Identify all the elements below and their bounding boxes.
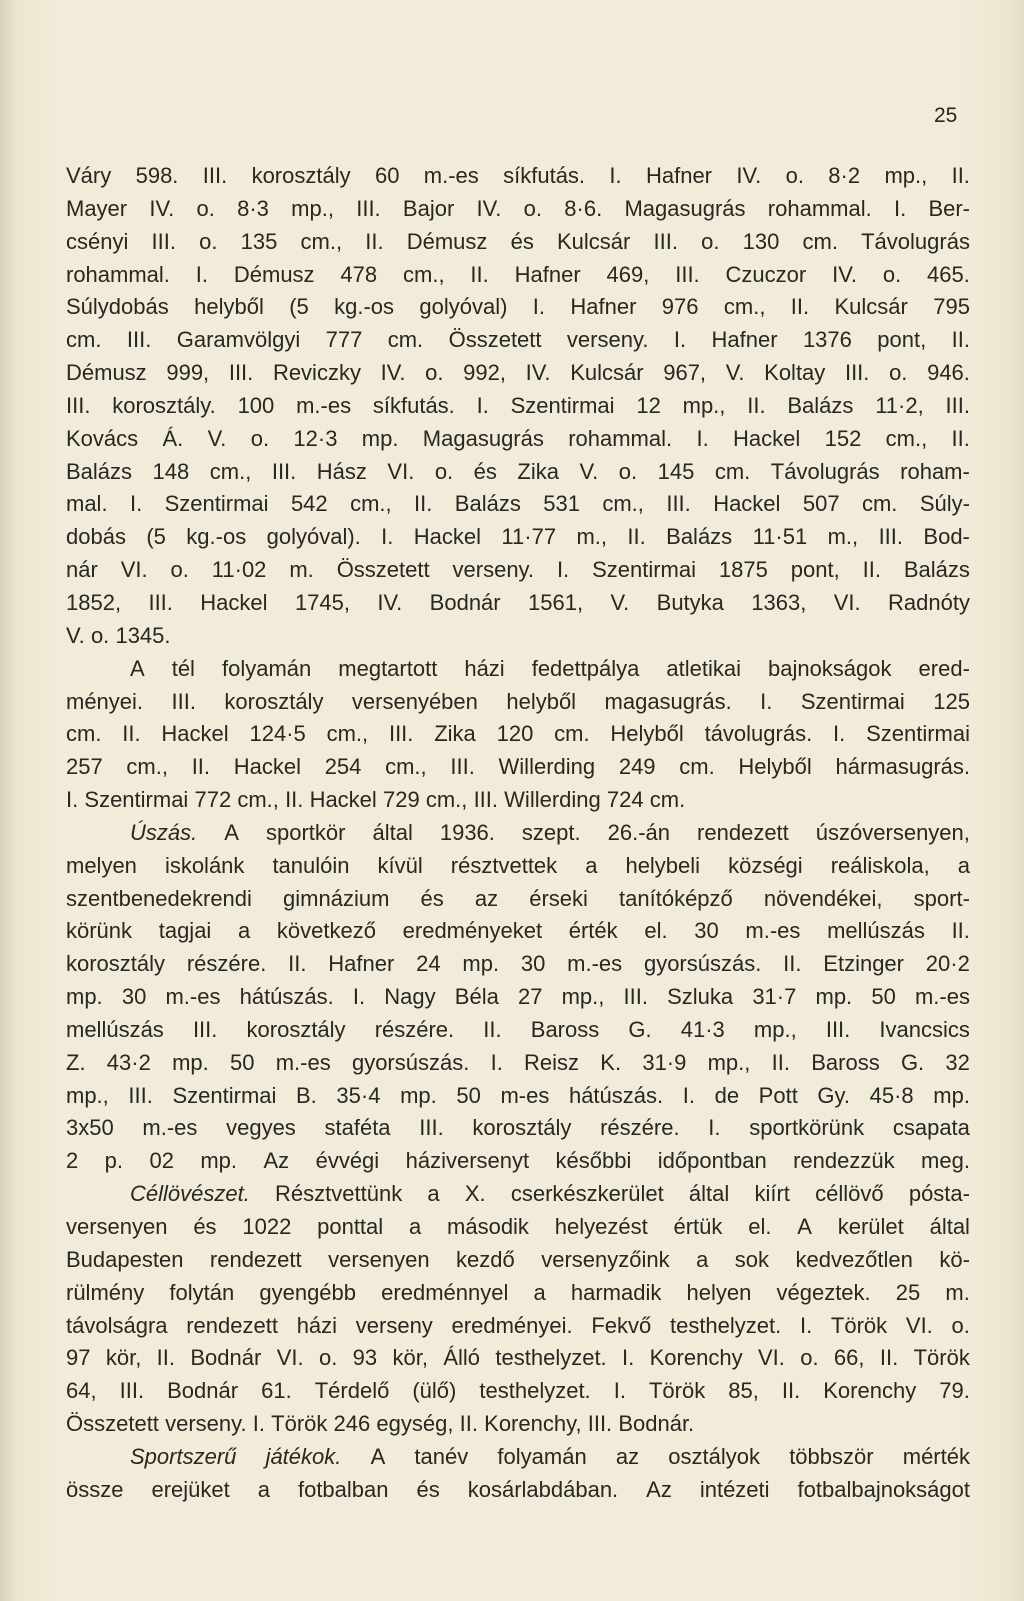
- text-line: Úszás. A sportkör által 1936. szept. 26.-án rendezett úszóversenyen,: [130, 819, 970, 845]
- text-line: mp. 30 m.-es hátúszás. I. Nagy Béla 27 mp., III. Szluka 31·7 mp. 50 m.-es: [66, 984, 970, 1010]
- text-line: 2 p. 02 mp. Az évvégi háziversenyt későbbi időpontban rendezzük meg.: [66, 1148, 970, 1174]
- text-line: Budapesten rendezett versenyen kezdő versenyzőink a sok kedvezőtlen kö-: [66, 1246, 970, 1272]
- text-line: cm. III. Garamvölgyi 777 cm. Összetett verseny. I. Hafner 1376 pont, II.: [66, 327, 970, 353]
- text-line: rohammal. I. Démusz 478 cm., II. Hafner 469, III. Czuczor IV. o. 465.: [66, 261, 970, 287]
- text-line: szentbenedekrendi gimnázium és az érseki tanítóképző növendékei, sport-: [66, 885, 970, 911]
- text-line: Sportszerű játékok. A tanév folyamán az osztályok többször mérték: [130, 1443, 970, 1469]
- text-line: III. korosztály. 100 m.-es síkfutás. I. Szentirmai 12 mp., II. Balázs 11·2, III.: [66, 392, 970, 418]
- text-line: 257 cm., II. Hackel 254 cm., III. Willerding 249 cm. Helyből hármasugrás.: [66, 754, 970, 780]
- text-line: rülmény folytán gyengébb eredménnyel a harmadik helyen végeztek. 25 m.: [66, 1279, 970, 1305]
- text-line: dobás (5 kg.-os golyóval). I. Hackel 11·77 m., II. Balázs 11·51 m., III. Bod-: [66, 524, 970, 550]
- text-line: 64, III. Bodnár 61. Térdelő (ülő) testhelyzet. I. Török 85, II. Korenchy 79.: [66, 1378, 970, 1404]
- text-line: melyen iskolánk tanulóin kívül résztvettek a helybeli községi reáliskola, a: [66, 852, 970, 878]
- text-line: körünk tagjai a következő eredményeket érték el. 30 m.-es mellúszás II.: [66, 918, 970, 944]
- text-line: távolságra rendezett házi verseny eredményei. Fekvő testhelyzet. I. Török VI. o.: [66, 1312, 970, 1338]
- text-line: mal. I. Szentirmai 542 cm., II. Balázs 531 cm., III. Hackel 507 cm. Súly-: [66, 491, 970, 517]
- text-line: Összetett verseny. I. Török 246 egység, II. Korenchy, III. Bodnár.: [66, 1411, 695, 1437]
- text-line: Kovács Á. V. o. 12·3 mp. Magasugrás rohammal. I. Hackel 152 cm., II.: [66, 425, 970, 451]
- text-line: versenyen és 1022 ponttal a második helyezést értük el. A kerület által: [66, 1214, 970, 1239]
- text-line: Balázs 148 cm., III. Hász VI. o. és Zika V. o. 145 cm. Távolugrás roham-: [66, 458, 970, 484]
- text-line: nár VI. o. 11·02 m. Összetett verseny. I. Szentirmai 1875 pont, II. Balázs: [66, 557, 970, 583]
- text-line: I. Szentirmai 772 cm., II. Hackel 729 cm., III. Willerding 724 cm.: [66, 787, 686, 813]
- text-line: ményei. III. korosztály versenyében helyből magasugrás. I. Szentirmai 125: [66, 688, 970, 714]
- text-line: 97 kör, II. Bodnár VI. o. 93 kör, Álló testhelyzet. I. Korenchy VI. o. 66, II. Török: [66, 1345, 970, 1371]
- text-line: 3x50 m.-es vegyes staféta III. korosztály részére. I. sportkörünk csapata: [66, 1115, 970, 1141]
- text-line: A tél folyamán megtartott házi fedettpálya atletikai bajnokságok ered-: [130, 655, 970, 681]
- text-line: Z. 43·2 mp. 50 m.-es gyorsúszás. I. Reisz K. 31·9 mp., II. Baross G. 32: [66, 1049, 970, 1075]
- text-line: cm. II. Hackel 124·5 cm., III. Zika 120 cm. Helyből távolugrás. I. Szentirmai: [66, 721, 970, 747]
- text-line: csényi III. o. 135 cm., II. Démusz és Kulcsár III. o. 130 cm. Távolugrás: [66, 228, 970, 254]
- text-line: Váry 598. III. korosztály 60 m.-es síkfutás. I. Hafner IV. o. 8·2 mp., II.: [66, 163, 970, 188]
- text-line: Mayer IV. o. 8·3 mp., III. Bajor IV. o. 8·6. Magasugrás rohammal. I. Ber-: [66, 195, 970, 221]
- text-line: össze erejüket a fotbalban és kosárlabdában. Az intézeti fotbalbajnokságot: [66, 1476, 970, 1502]
- body-text: [66, 160, 970, 1507]
- text-line: Céllövészet. Résztvettünk a X. cserkészkerület által kiírt céllövő pósta-: [130, 1181, 970, 1207]
- text-line: mellúszás III. korosztály részére. II. Baross G. 41·3 mp., III. Ivancsics: [66, 1016, 970, 1042]
- text-line: korosztály részére. II. Hafner 24 mp. 30 m.-es gyorsúszás. II. Etzinger 20·2: [66, 951, 970, 977]
- text-line: V. o. 1345.: [66, 622, 171, 648]
- page-number: 25: [934, 104, 958, 127]
- text-line: Súlydobás helyből (5 kg.-os golyóval) I. Hafner 976 cm., II. Kulcsár 795: [66, 294, 970, 320]
- text-line: Démusz 999, III. Reviczky IV. o. 992, IV. Kulcsár 967, V. Koltay III. o. 946.: [66, 360, 970, 386]
- text-line: mp., III. Szentirmai B. 35·4 mp. 50 m-es hátúszás. I. de Pott Gy. 45·8 mp.: [66, 1082, 970, 1108]
- text-line: 1852, III. Hackel 1745, IV. Bodnár 1561, V. Butyka 1363, VI. Radnóty: [66, 589, 970, 615]
